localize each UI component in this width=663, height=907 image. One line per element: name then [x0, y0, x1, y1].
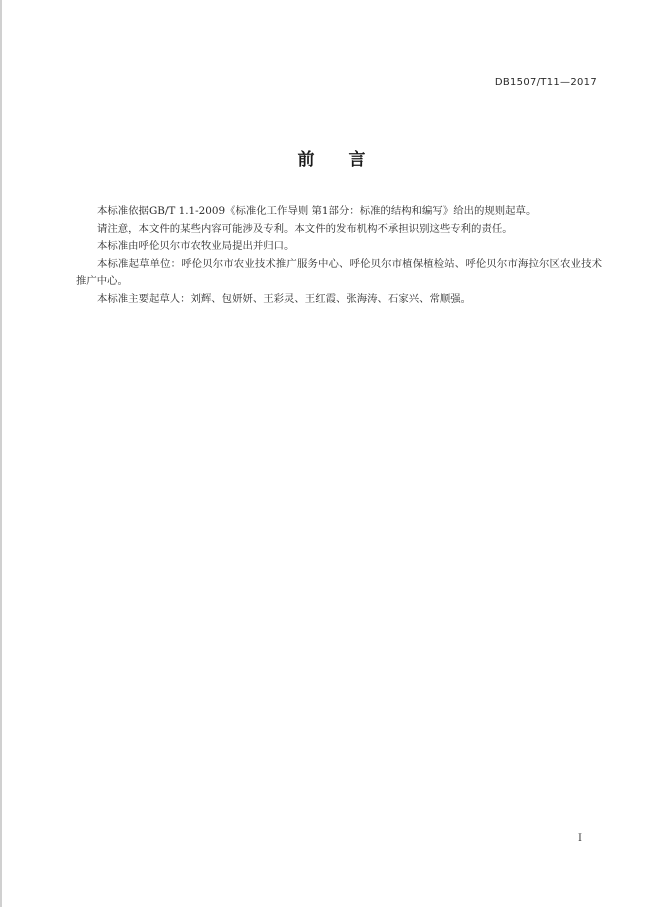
page-number: I [578, 833, 582, 844]
foreword-body [76, 203, 602, 308]
paragraph-drafting-units: 本标准起草单位：呼伦贝尔市农业技术推广服务中心、呼伦贝尔市植保植检站、呼伦贝尔市海拉尔区农业技术推广中心。 [76, 257, 602, 287]
document-code: DB1507/T11—2017 [494, 77, 597, 88]
scan-edge [0, 0, 2, 907]
page-title: 前言 [297, 150, 400, 170]
paragraph-proposer: 本标准由呼伦贝尔市农牧业局提出并归口。 [97, 240, 295, 252]
paragraph-drafting-rules: 本标准依据GB/T 1.1-2009《标准化工作导则 第1部分：标准的结构和编写》给出的规则起草。 [97, 205, 537, 217]
paragraph-patent-notice: 请注意，本文件的某些内容可能涉及专利。本文件的发布机构不承担识别这些专利的责任。 [97, 222, 513, 235]
paragraph-drafters: 本标准主要起草人：刘辉、包妍妍、王彩灵、王红霞、张海涛、石家兴、常顺强。 [97, 292, 472, 305]
